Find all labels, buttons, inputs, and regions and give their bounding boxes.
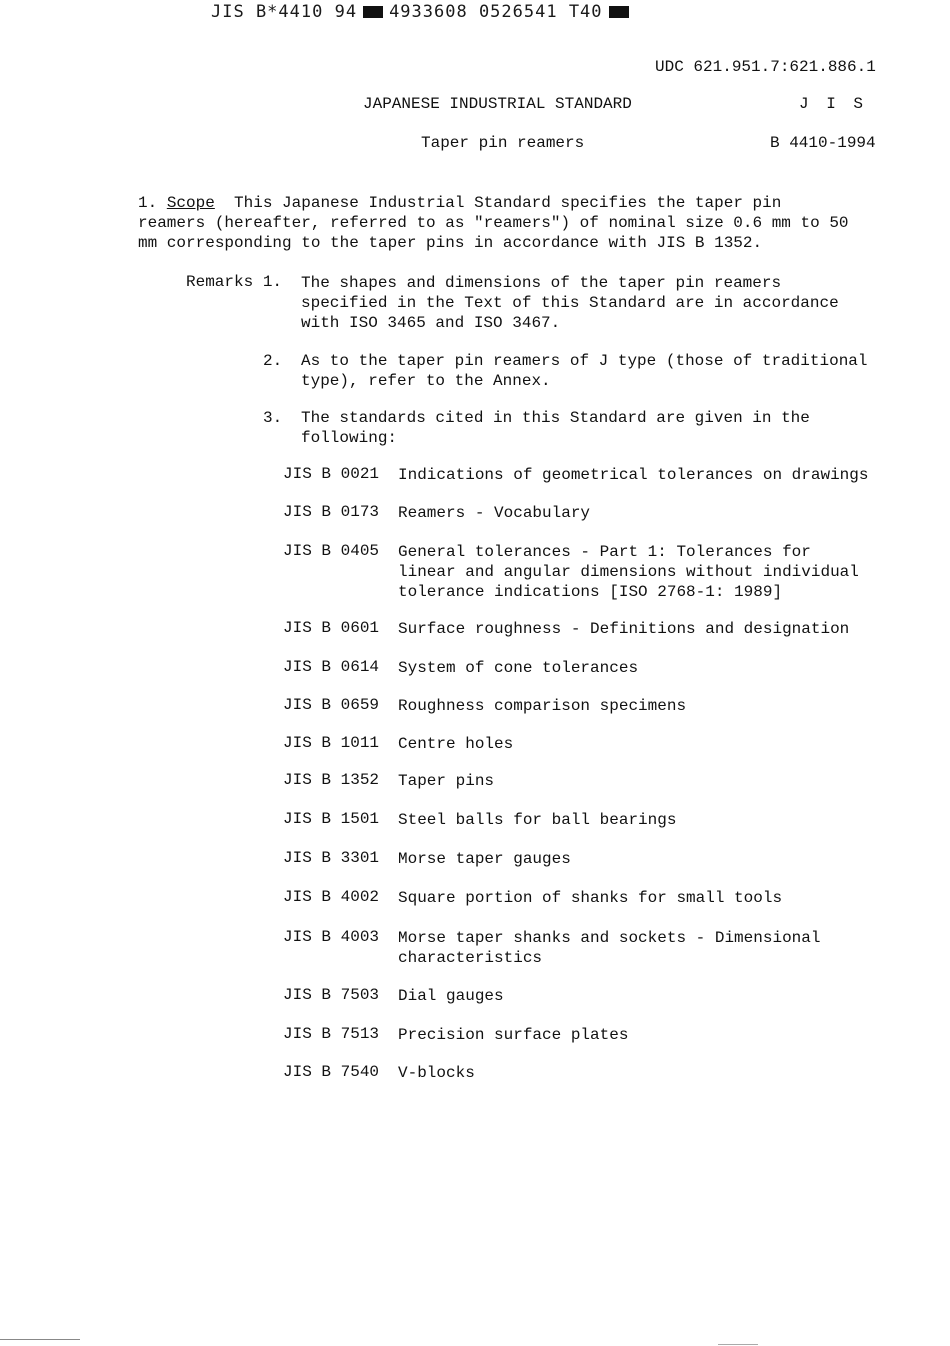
document-code-header [211,2,635,22]
document-code-right: 4933608 0526541 T40 [389,2,603,22]
cited-standard-title [398,503,590,523]
cited-standard-code: JIS B 4002 [283,888,380,906]
scope-number: 1. [138,194,158,212]
cited-standard-code: JIS B 0614 [283,658,380,676]
remark-line: As to the taper pin reamers of J type (those of traditional [301,352,868,370]
cited-standard-title-line: Taper pins [398,772,495,790]
cited-standard-title [398,986,504,1006]
cited-standard-code: JIS B 0173 [283,503,380,521]
jis-mark: J I S [799,95,868,113]
cited-standard-title [398,928,820,968]
standard-type: JAPANESE INDUSTRIAL STANDARD [363,95,632,113]
remark-line: specified in the Text of this Standard are in accordance [301,294,839,312]
document-code-left: JIS B*4410 94 [211,2,358,22]
cited-standard-code: JIS B 7503 [283,986,380,1004]
cited-standard-code: JIS B 1011 [283,734,380,752]
remark-number-3: 3. [263,409,283,427]
scan-line-left [0,1339,80,1340]
cited-standard-title-line: Roughness comparison specimens [398,697,687,715]
document-title: Taper pin reamers [421,134,585,152]
cited-standard-title-line: Precision surface plates [398,1026,629,1044]
cited-standard-code: JIS B 3301 [283,849,380,867]
cited-standard-title-line: characteristics [398,949,543,967]
remark-item-2 [301,351,868,391]
cited-standard-title-line: V-blocks [398,1064,475,1082]
cited-standard-title-line: Morse taper gauges [398,850,571,868]
scope-heading: Scope [166,194,215,212]
cited-standard-title [398,771,494,791]
cited-standard-title [398,542,859,602]
remark-line: following: [301,429,398,447]
standard-number: B 4410-1994 [770,134,876,152]
remark-number-2: 2. [263,352,283,370]
cited-standard-title [398,810,676,830]
cited-standard-code: JIS B 4003 [283,928,380,946]
scan-line-right [718,1344,758,1345]
remark-line: type), refer to the Annex. [301,372,551,390]
remark-line: The shapes and dimensions of the taper pin reamers [301,274,782,292]
scope-text-1: This Japanese Industrial Standard specifies the taper pin [234,194,782,212]
cited-standard-title-line: Morse taper shanks and sockets - Dimensional [398,929,821,947]
scope-line-2: reamers (hereafter, referred to as "reamers") of nominal size 0.6 mm to 50 [138,214,849,232]
cited-standard-title-line: Square portion of shanks for small tools [398,889,783,907]
cited-standard-title-line: Dial gauges [398,987,504,1005]
cited-standard-title-line: tolerance indications [ISO 2768-1: 1989] [398,583,783,601]
cited-standard-title [398,658,638,678]
cited-standard-title-line: linear and angular dimensions without individual [398,563,859,581]
cited-standard-code: JIS B 7513 [283,1025,380,1043]
cited-standard-code: JIS B 0601 [283,619,380,637]
cited-standard-title-line: System of cone tolerances [398,659,639,677]
cited-standard-code: JIS B 0659 [283,696,380,714]
cited-standard-title [398,1025,628,1045]
cited-standard-code: JIS B 0405 [283,542,380,560]
cited-standard-title [398,465,868,485]
cited-standard-title-line: Steel balls for ball bearings [398,811,677,829]
cited-standard-title-line: Surface roughness - Definitions and designation [398,620,850,638]
cited-standard-title-line: Indications of geometrical tolerances on drawings [398,466,869,484]
cited-standard-title [398,696,686,716]
cited-standard-title-line: Centre holes [398,735,514,753]
cited-standard-code: JIS B 1352 [283,771,380,789]
scope-section [138,193,849,253]
remarks-label: Remarks 1. [186,273,283,291]
udc-number: UDC 621.951.7:621.886.1 [655,58,876,76]
cited-standard-title [398,619,849,639]
redaction-block-icon [363,6,383,18]
redaction-block-icon [609,6,629,18]
cited-standard-code: JIS B 1501 [283,810,380,828]
cited-standard-title-line: General tolerances - Part 1: Tolerances for [398,543,811,561]
cited-standard-code: JIS B 0021 [283,465,380,483]
remark-item-1 [301,273,839,333]
cited-standard-title [398,1063,475,1083]
cited-standard-code: JIS B 7540 [283,1063,380,1081]
scope-line-1 [138,193,849,213]
cited-standard-title [398,734,513,754]
cited-standard-title [398,888,782,908]
remark-line: with ISO 3465 and ISO 3467. [301,314,561,332]
remark-line: The standards cited in this Standard are given in the [301,409,810,427]
cited-standard-title [398,849,571,869]
cited-standard-title-line: Reamers - Vocabulary [398,504,591,522]
remark-item-3 [301,408,810,448]
scope-line-3: mm corresponding to the taper pins in accordance with JIS B 1352. [138,234,763,252]
